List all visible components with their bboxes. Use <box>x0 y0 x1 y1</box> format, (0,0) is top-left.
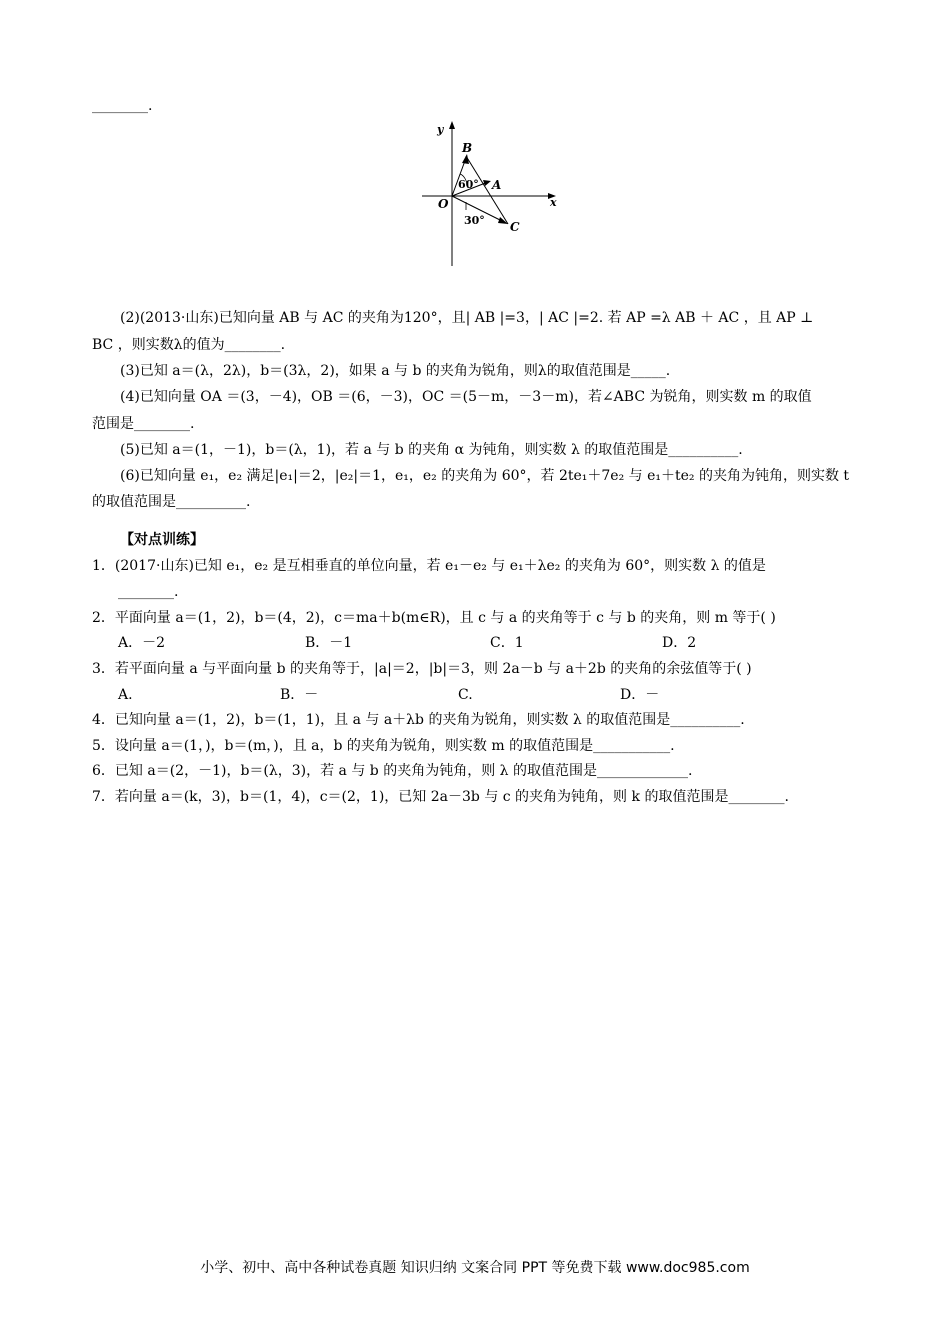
exercise-4: 4．已知向量 a＝(1，2)，b＝(1，1)，且 a 与 a＋λb 的夹角为锐角，则实数 λ 的取值范围是__________. <box>92 712 745 728</box>
label-A: A <box>492 178 502 192</box>
exercise-2-option-A: A．－2 <box>118 635 166 651</box>
exercise-2-option-C: C．1 <box>490 635 524 651</box>
exercise-2-option-D: D．2 <box>662 635 697 651</box>
label-C: C <box>510 220 520 234</box>
exercise-3-option-B: B．－ <box>280 687 319 703</box>
answer-blank-line: ________. <box>92 98 153 114</box>
problem-4-line-2: 范围是________. <box>92 416 195 432</box>
exercise-2-option-B: B．－1 <box>305 635 353 651</box>
footer-text: 小学、初中、高中各种试卷真题 知识归纳 文案合同 PPT 等免费下载 www.doc985.com <box>200 1260 750 1276</box>
y-axis-arrow-icon <box>449 121 455 129</box>
vector-OC-arrow-icon <box>498 217 508 224</box>
exercise-6: 6．已知 a＝(2，－1)，b＝(λ，3)，若 a 与 b 的夹角为钝角，则 λ 的取值范围是_____________. <box>92 763 693 779</box>
exercise-1-line-2: ________. <box>118 584 179 600</box>
label-B: B <box>462 141 473 155</box>
exercise-7: 7．若向量 a＝(k，3)，b＝(1，4)，c＝(2，1)，已知 2a－3b 与 c 的夹角为钝角，则 k 的取值范围是________. <box>92 789 789 805</box>
problem-3: (3)已知 a＝(λ，2λ)，b＝(3λ，2)，如果 a 与 b 的夹角为锐角，则λ的取值范围是_____. <box>120 363 671 379</box>
angle-60-label: 60° <box>458 178 479 191</box>
exercise-3-option-C: C. <box>458 687 473 703</box>
exercise-3-option-A: A. <box>118 687 133 703</box>
vector-figure <box>420 118 565 268</box>
label-O: O <box>438 197 449 211</box>
exercise-1-line-1: 1．(2017·山东)已知 e₁，e₂ 是互相垂直的单位向量，若 e₁－e₂ 与 e₁＋λe₂ 的夹角为 60°，则实数 λ 的值是 <box>92 558 766 574</box>
problem-2-line-2: BC ，则实数λ的值为________. <box>92 337 286 353</box>
label-y: y <box>437 123 444 136</box>
angle-30-label: 30° <box>464 214 485 227</box>
label-x: x <box>550 196 557 209</box>
problem-4-line-1: (4)已知向量 OA ＝(3，－4)，OB ＝(6，－3)，OC ＝(5－m，－3－m)，若∠ABC 为锐角，则实数 m 的取值 <box>120 389 812 405</box>
problem-5: (5)已知 a＝(1，－1)，b＝(λ，1)，若 a 与 b 的夹角 α 为钝角，则实数 λ 的取值范围是__________. <box>120 442 743 458</box>
problem-6-line-1: (6)已知向量 e₁，e₂ 满足|e₁|＝2，|e₂|＝1，e₁，e₂ 的夹角为 60°，若 2te₁＋7e₂ 与 e₁＋te₂ 的夹角为钝角，则实数 t <box>120 468 850 484</box>
problem-6-line-2: 的取值范围是__________. <box>92 494 251 510</box>
exercise-5: 5．设向量 a＝(1，)，b＝(m，)，且 a，b 的夹角为锐角，则实数 m 的取值范围是___________. <box>92 738 675 754</box>
exercise-2: 2．平面向量 a＝(1，2)，b＝(4，2)，c＝ma＋b(m∈R)，且 c 与 a 的夹角等于 c 与 b 的夹角，则 m 等于( ) <box>92 610 776 626</box>
exercise-3: 3．若平面向量 a 与平面向量 b 的夹角等于，|a|＝2，|b|＝3，则 2a－b 与 a＋2b 的夹角的余弦值等于( ) <box>92 661 752 677</box>
section-heading: 【对点训练】 <box>120 532 204 548</box>
exercise-3-option-D: D．－ <box>620 687 660 703</box>
problem-2-line-1: (2)(2013·山东)已知向量 AB 与 AC 的夹角为120°，且| AB |=3，| AC |=2. 若 AP =λ AB ＋ AC ，且 AP ⊥ <box>120 310 814 326</box>
